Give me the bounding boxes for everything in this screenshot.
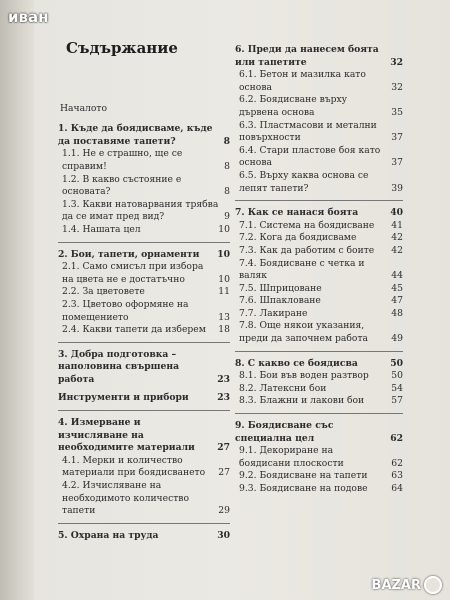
entry-title: 4. Измерване и изчисляване на необходимите материали xyxy=(58,417,195,454)
section-divider xyxy=(58,242,230,243)
entry-page-number: 35 xyxy=(391,106,403,118)
toc-section-entry xyxy=(235,145,403,170)
entry-title: 1.4. Нашата цел xyxy=(62,223,141,235)
toc-right-column xyxy=(235,38,403,496)
entry-page-number: 40 xyxy=(390,207,403,219)
toc-section-entry xyxy=(58,148,230,173)
entry-title: 7.4. Боядисване с четка и валяк xyxy=(239,257,365,282)
watermark-bottom-right xyxy=(372,576,442,594)
entry-title: 7.1. Система на боядисване xyxy=(239,219,375,231)
entry-page-number: 62 xyxy=(391,457,403,469)
page-title: Съдържание xyxy=(66,39,178,57)
entry-title: 7.6. Шпакловане xyxy=(239,295,321,307)
entry-page-number: 8 xyxy=(224,186,230,198)
entry-page-number: 45 xyxy=(391,282,403,294)
entry-title: 2.1. Само смисъл при избора на цвета не е достатъчно xyxy=(62,261,204,285)
entry-title: 9.1. Декориране на боядисани плоскости xyxy=(239,445,344,469)
book-spine xyxy=(0,0,34,600)
toc-section-entry xyxy=(58,480,230,518)
watermark-text: BAZAR xyxy=(371,577,421,593)
entry-page-number: 10 xyxy=(218,273,230,285)
entry-title: 8. С какво се боядисва xyxy=(235,357,358,369)
entry-title: 4.2. Изчисляване на необходимото количество тапети xyxy=(62,480,190,517)
entry-page-number: 50 xyxy=(390,357,403,369)
entry-title: 6.3. Пластмасови и метални повърхности xyxy=(239,119,377,144)
entry-title: 1. Къде да боядисваме, къде да поставяме тапети? xyxy=(58,123,213,147)
toc-intro-entry: Началото xyxy=(60,102,108,114)
entry-page-number: 11 xyxy=(218,286,230,298)
entry-title: 6.1. Бетон и мазилка като основа xyxy=(239,69,366,93)
toc-section-entry xyxy=(235,445,403,470)
entry-title: 6.4. Стари пластове боя като основа xyxy=(239,144,381,169)
section-divider xyxy=(58,342,230,343)
entry-page-number: 41 xyxy=(391,219,403,231)
entry-page-number: 54 xyxy=(391,382,403,394)
toc-chapter-entry xyxy=(235,44,403,69)
section-divider xyxy=(235,200,403,201)
entry-page-number: 27 xyxy=(218,467,230,479)
toc-chapter-entry xyxy=(58,417,230,455)
entry-page-number: 23 xyxy=(217,392,230,404)
entry-title: 2.3. Цветово оформяне на помещението xyxy=(62,298,189,323)
entry-title: 7. Как се нанася боята xyxy=(235,207,359,219)
toc-chapter-entry xyxy=(58,123,230,148)
toc-section-entry xyxy=(58,299,230,324)
toc-section-entry xyxy=(58,324,230,337)
entry-title: 8.1. Бои във воден разтвор xyxy=(239,370,369,382)
toc-section-entry xyxy=(58,199,230,224)
entry-page-number: 64 xyxy=(391,483,403,494)
entry-page-number: 42 xyxy=(391,244,403,256)
toc-section-entry xyxy=(235,370,403,383)
entry-title: 9.3. Боядисване на подове xyxy=(239,483,368,494)
toc-section-entry xyxy=(235,320,403,345)
entry-title: 2.2. За цветовете xyxy=(62,286,145,298)
toc-section-entry xyxy=(235,94,403,119)
toc-chapter-entry xyxy=(58,530,230,543)
toc-chapter-entry xyxy=(235,420,403,445)
entry-page-number: 39 xyxy=(391,182,403,194)
toc-chapter-entry xyxy=(58,392,230,405)
entry-title: 9.2. Боядисване на тапети xyxy=(239,470,368,482)
entry-title: 2.4. Какви тапети да изберем xyxy=(62,324,206,336)
toc-section-entry xyxy=(58,224,230,237)
entry-page-number: 47 xyxy=(391,295,403,307)
entry-title: 3. Добра подготовка – наполовина свършена работа xyxy=(58,348,180,385)
toc-left-entries xyxy=(58,103,230,543)
toc-section-entry xyxy=(235,295,403,308)
entry-page-number: 8 xyxy=(224,160,230,172)
watermark-top-left: иван xyxy=(8,8,49,26)
bazar-logo-icon xyxy=(424,576,442,594)
section-divider xyxy=(235,351,403,352)
entry-page-number: 44 xyxy=(391,270,403,282)
entry-title: 7.5. Шприцоване xyxy=(239,282,322,294)
entry-page-number: 62 xyxy=(390,432,403,444)
toc-chapter-entry xyxy=(235,207,403,220)
entry-title: 4.1. Мерки и количество материали при боядисването xyxy=(62,454,206,479)
toc-chapter-entry xyxy=(235,358,403,371)
toc-chapter-entry xyxy=(58,249,230,262)
entry-page-number: 32 xyxy=(390,56,403,68)
toc-section-entry xyxy=(235,483,403,496)
entry-title: 7.8. Още някои указания, преди да започнем работа xyxy=(239,320,369,345)
entry-title: 1.2. В какво състояние е основата? xyxy=(62,173,182,198)
entry-page-number: 37 xyxy=(391,157,403,169)
entry-title: 7.2. Кога да боядисваме xyxy=(239,232,357,244)
toc-section-entry xyxy=(235,170,403,195)
toc-right-entries xyxy=(235,44,403,496)
entry-title: 7.7. Лакиране xyxy=(239,307,308,319)
entry-title: 1.3. Какви натоварвания трябва да се имат пред вид? xyxy=(62,198,219,223)
entry-page-number: 10 xyxy=(218,223,230,235)
entry-title: Инструменти и прибори xyxy=(58,392,189,404)
entry-page-number: 13 xyxy=(218,311,230,323)
toc-section-entry xyxy=(235,395,403,408)
section-divider xyxy=(58,523,230,524)
toc-section-entry xyxy=(235,245,403,258)
entry-page-number: 37 xyxy=(391,132,403,144)
toc-section-entry xyxy=(58,261,230,286)
entry-title: 8.3. Блажни и лакови бои xyxy=(239,395,365,407)
entry-title: 8.2. Латексни бои xyxy=(239,382,327,394)
entry-page-number: 29 xyxy=(218,505,230,517)
toc-section-entry xyxy=(235,383,403,396)
entry-page-number: 18 xyxy=(218,324,230,336)
toc-section-entry xyxy=(235,308,403,321)
entry-title: 5. Охрана на труда xyxy=(58,529,159,541)
entry-page-number: 48 xyxy=(391,307,403,319)
entry-page-number: 49 xyxy=(391,333,403,345)
entry-page-number: 27 xyxy=(217,442,230,454)
entry-title: 1.1. Не е страшно, ще се справим! xyxy=(62,148,183,172)
toc-section-entry xyxy=(58,455,230,480)
entry-title: 6. Преди да нанесем боята или тапетите xyxy=(235,44,379,68)
entry-page-number: 9 xyxy=(224,211,230,223)
entry-page-number: 30 xyxy=(217,529,230,541)
entry-title: 2. Бои, тапети, орнаменти xyxy=(58,248,200,260)
toc-left-column xyxy=(58,38,230,542)
entry-page-number: 57 xyxy=(391,395,403,407)
entry-page-number: 23 xyxy=(217,373,230,385)
entry-title: 9. Боядисване със специална цел xyxy=(235,420,334,444)
toc-section-entry xyxy=(58,286,230,299)
entry-title: 7.3. Как да работим с боите xyxy=(239,244,375,256)
section-divider xyxy=(58,410,230,411)
toc-section-entry xyxy=(235,69,403,94)
toc-section-entry xyxy=(235,258,403,283)
toc-section-entry xyxy=(235,220,403,233)
entry-title: 6.2. Боядисване върху дървена основа xyxy=(239,94,348,118)
entry-page-number: 8 xyxy=(223,135,230,147)
toc-section-entry xyxy=(58,174,230,199)
entry-page-number: 32 xyxy=(391,81,403,93)
toc-section-entry xyxy=(235,283,403,296)
toc-section-entry xyxy=(235,470,403,483)
section-divider xyxy=(235,413,403,414)
entry-page-number: 63 xyxy=(391,470,403,482)
entry-page-number: 10 xyxy=(217,248,230,260)
entry-page-number: 42 xyxy=(391,232,403,244)
toc-section-entry xyxy=(235,232,403,245)
entry-page-number: 50 xyxy=(391,370,403,382)
toc-section-entry xyxy=(235,120,403,145)
entry-title: 6.5. Върху каква основа се лепят тапети? xyxy=(239,169,369,194)
toc-chapter-entry xyxy=(58,349,230,387)
